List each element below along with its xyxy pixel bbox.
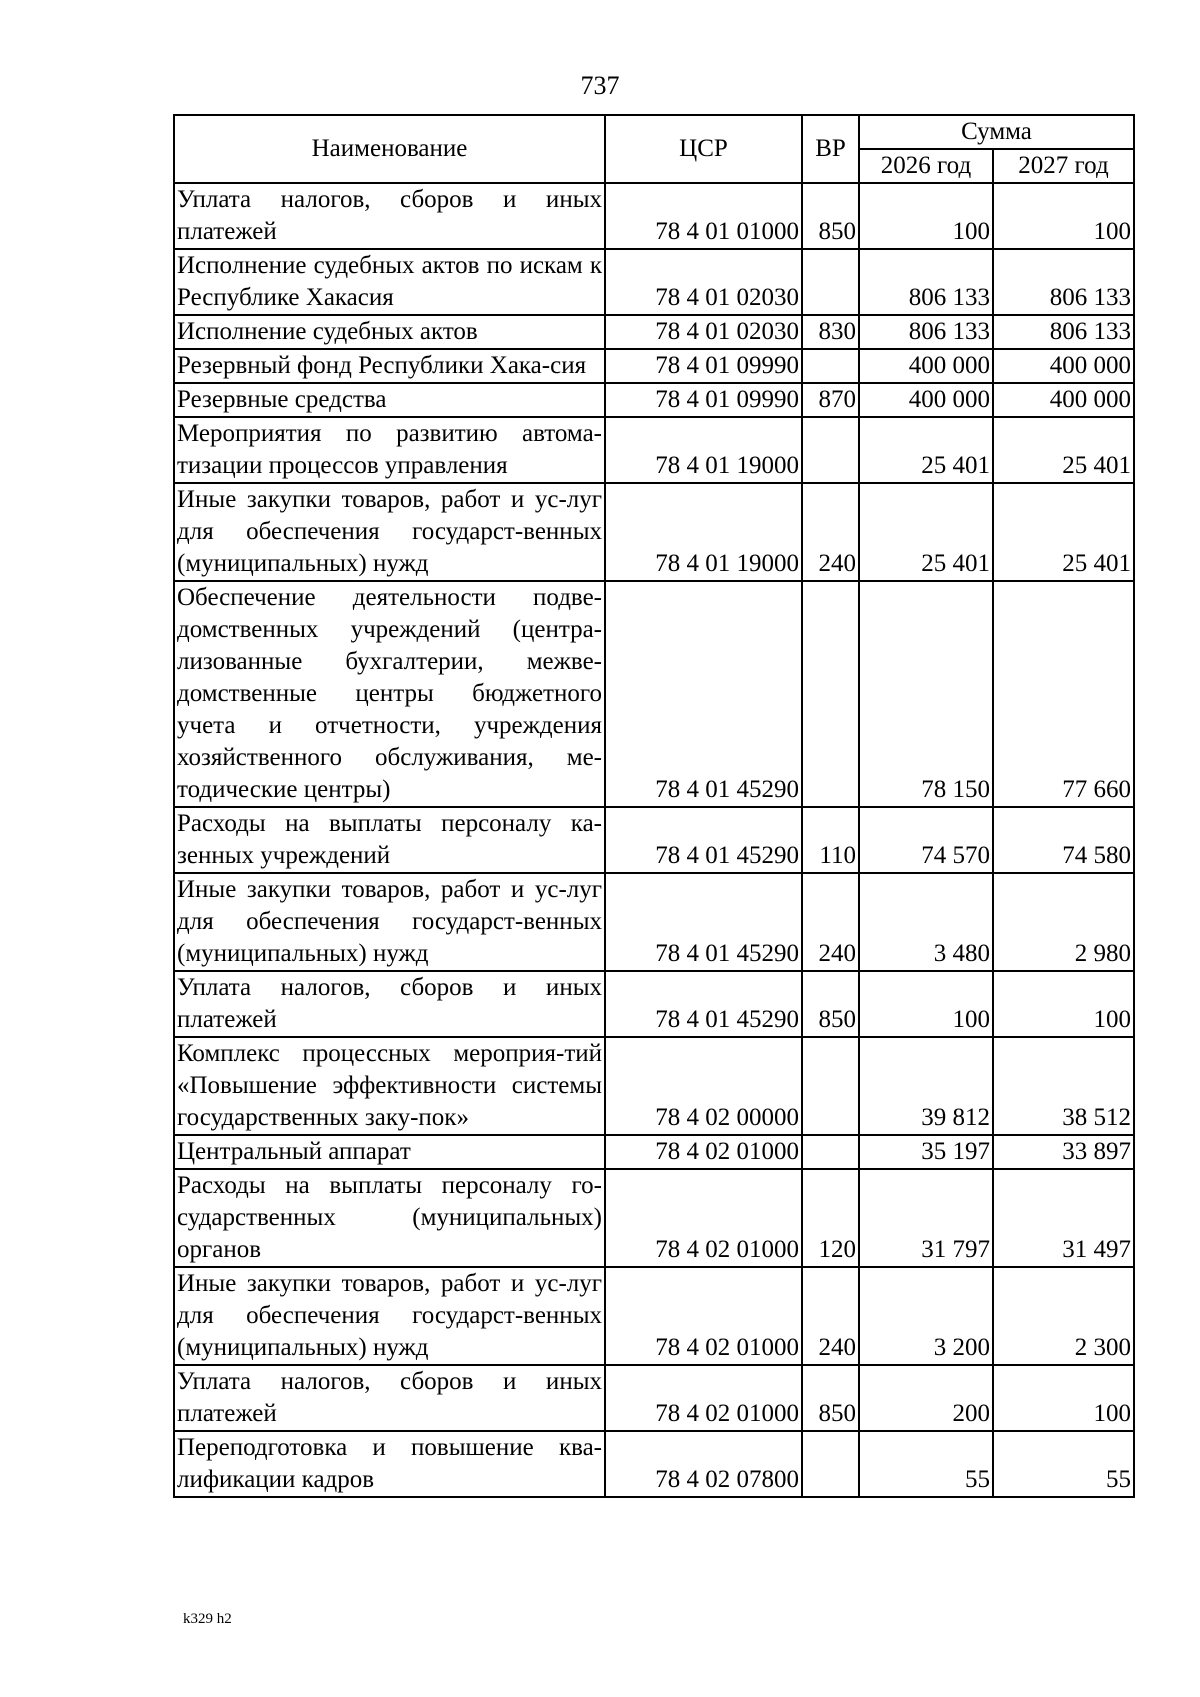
- row-csr: 78 4 01 09990: [605, 349, 802, 383]
- row-amount-2026: 806 133: [859, 315, 993, 349]
- row-vr: [802, 349, 859, 383]
- row-vr: 850: [802, 1365, 859, 1431]
- table-row: [174, 1037, 1134, 1135]
- row-amount-2027: 2 980: [993, 873, 1134, 971]
- row-csr: 78 4 02 07800: [605, 1431, 802, 1497]
- budget-table: [173, 114, 1135, 1498]
- row-name: Уплата налогов, сборов и иных платежей: [174, 183, 605, 249]
- row-vr: 110: [802, 807, 859, 873]
- row-name: Иные закупки товаров, работ и ус-луг для обеспечения государст-венных (муниципальных) нужд: [174, 873, 605, 971]
- row-name: Расходы на выплаты персоналу го-сударственных (муниципальных) органов: [174, 1169, 605, 1267]
- row-vr: [802, 1135, 859, 1169]
- row-vr: 850: [802, 971, 859, 1037]
- row-amount-2027: 100: [993, 1365, 1134, 1431]
- row-name: Мероприятия по развитию автома-тизации процессов управления: [174, 417, 605, 483]
- row-csr: 78 4 01 19000: [605, 483, 802, 581]
- row-vr: [802, 1037, 859, 1135]
- row-name: Центральный аппарат: [174, 1135, 605, 1169]
- row-amount-2027: 77 660: [993, 581, 1134, 807]
- table-row: [174, 971, 1134, 1037]
- row-amount-2027: 31 497: [993, 1169, 1134, 1267]
- table-row: [174, 315, 1134, 349]
- row-amount-2026: 400 000: [859, 349, 993, 383]
- table-row: [174, 807, 1134, 873]
- header-year-2027: 2027 год: [993, 149, 1134, 183]
- table-row: [174, 1135, 1134, 1169]
- row-name: Уплата налогов, сборов и иных платежей: [174, 1365, 605, 1431]
- header-sum: Сумма: [859, 115, 1134, 149]
- header-vr: ВР: [802, 115, 859, 183]
- row-csr: 78 4 01 09990: [605, 383, 802, 417]
- row-csr: 78 4 01 02030: [605, 315, 802, 349]
- table-row: [174, 483, 1134, 581]
- row-vr: 240: [802, 873, 859, 971]
- row-amount-2026: 74 570: [859, 807, 993, 873]
- row-amount-2026: 55: [859, 1431, 993, 1497]
- header-csr: ЦСР: [605, 115, 802, 183]
- table-header: [174, 115, 1134, 183]
- row-amount-2026: 3 200: [859, 1267, 993, 1365]
- row-csr: 78 4 01 45290: [605, 873, 802, 971]
- row-amount-2027: 55: [993, 1431, 1134, 1497]
- row-amount-2026: 100: [859, 183, 993, 249]
- row-csr: 78 4 02 01000: [605, 1267, 802, 1365]
- table-body: [174, 183, 1134, 1497]
- row-csr: 78 4 02 01000: [605, 1135, 802, 1169]
- row-amount-2027: 38 512: [993, 1037, 1134, 1135]
- row-name: Переподготовка и повышение ква-лификации кадров: [174, 1431, 605, 1497]
- row-amount-2026: 200: [859, 1365, 993, 1431]
- table-row: [174, 873, 1134, 971]
- row-amount-2027: 100: [993, 971, 1134, 1037]
- row-csr: 78 4 02 00000: [605, 1037, 802, 1135]
- row-name: Уплата налогов, сборов и иных платежей: [174, 971, 605, 1037]
- header-name: Наименование: [174, 115, 605, 183]
- row-amount-2027: 74 580: [993, 807, 1134, 873]
- table-row: [174, 1431, 1134, 1497]
- header-year-2026: 2026 год: [859, 149, 993, 183]
- row-amount-2027: 33 897: [993, 1135, 1134, 1169]
- table-row: [174, 349, 1134, 383]
- table-row: [174, 249, 1134, 315]
- row-vr: [802, 249, 859, 315]
- row-vr: [802, 417, 859, 483]
- row-csr: 78 4 01 01000: [605, 183, 802, 249]
- row-csr: 78 4 01 45290: [605, 581, 802, 807]
- row-vr: 240: [802, 483, 859, 581]
- table-row: [174, 1267, 1134, 1365]
- footer-code: k329 h2: [183, 1611, 232, 1627]
- row-amount-2026: 400 000: [859, 383, 993, 417]
- row-amount-2027: 2 300: [993, 1267, 1134, 1365]
- table-row: [174, 581, 1134, 807]
- table-row: [174, 383, 1134, 417]
- row-amount-2026: 35 197: [859, 1135, 993, 1169]
- row-amount-2026: 25 401: [859, 483, 993, 581]
- row-csr: 78 4 01 45290: [605, 971, 802, 1037]
- row-amount-2027: 25 401: [993, 417, 1134, 483]
- row-vr: 830: [802, 315, 859, 349]
- row-name: Комплекс процессных мероприя-тий «Повышение эффективности системы государственных заку-пок»: [174, 1037, 605, 1135]
- table-row: [174, 417, 1134, 483]
- row-name: Иные закупки товаров, работ и ус-луг для обеспечения государст-венных (муниципальных) нужд: [174, 483, 605, 581]
- row-amount-2027: 400 000: [993, 383, 1134, 417]
- row-name: Иные закупки товаров, работ и ус-луг для обеспечения государст-венных (муниципальных) нужд: [174, 1267, 605, 1365]
- row-name: Обеспечение деятельности подве-домственных учреждений (центра-лизованные бухгалтерии, межве-домственные центры бюджетного учета и отчетности, учреждения хозяйственного обслуживания, ме-тодические центры): [174, 581, 605, 807]
- row-name: Исполнение судебных актов: [174, 315, 605, 349]
- row-vr: [802, 1431, 859, 1497]
- row-csr: 78 4 02 01000: [605, 1365, 802, 1431]
- row-amount-2026: 806 133: [859, 249, 993, 315]
- table-row: [174, 183, 1134, 249]
- row-vr: 870: [802, 383, 859, 417]
- row-amount-2026: 100: [859, 971, 993, 1037]
- row-amount-2026: 25 401: [859, 417, 993, 483]
- row-amount-2026: 39 812: [859, 1037, 993, 1135]
- row-amount-2026: 3 480: [859, 873, 993, 971]
- row-csr: 78 4 01 45290: [605, 807, 802, 873]
- table-row: [174, 1365, 1134, 1431]
- row-vr: 850: [802, 183, 859, 249]
- table-row: [174, 1169, 1134, 1267]
- row-amount-2026: 78 150: [859, 581, 993, 807]
- row-amount-2026: 31 797: [859, 1169, 993, 1267]
- row-amount-2027: 400 000: [993, 349, 1134, 383]
- row-csr: 78 4 02 01000: [605, 1169, 802, 1267]
- row-amount-2027: 25 401: [993, 483, 1134, 581]
- row-amount-2027: 806 133: [993, 249, 1134, 315]
- row-vr: 120: [802, 1169, 859, 1267]
- page-number: 737: [580, 71, 620, 100]
- row-csr: 78 4 01 02030: [605, 249, 802, 315]
- row-amount-2027: 806 133: [993, 315, 1134, 349]
- row-amount-2027: 100: [993, 183, 1134, 249]
- row-name: Расходы на выплаты персоналу ка-зенных учреждений: [174, 807, 605, 873]
- row-vr: [802, 581, 859, 807]
- row-csr: 78 4 01 19000: [605, 417, 802, 483]
- row-vr: 240: [802, 1267, 859, 1365]
- row-name: Резервный фонд Республики Хака-сия: [174, 349, 605, 383]
- row-name: Резервные средства: [174, 383, 605, 417]
- row-name: Исполнение судебных актов по искам к Республике Хакасия: [174, 249, 605, 315]
